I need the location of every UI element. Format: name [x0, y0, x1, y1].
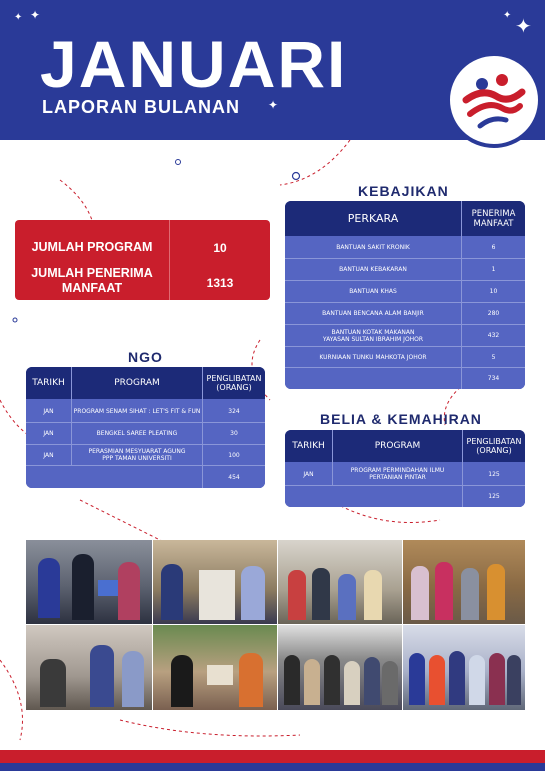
event-photo [278, 540, 402, 624]
table-row-value: 6 [462, 237, 525, 258]
belia-title: BELIA & KEMAHIRAN [320, 411, 482, 427]
total-programs-value: 10 [213, 241, 227, 255]
table-row-item: BANTUAN BENCANA ALAM BANJIR [285, 303, 461, 324]
footer-bar-accent [0, 763, 545, 771]
col-header-participation-line-1: PENGLIBATAN [206, 374, 262, 383]
table-row-program-line-1: PROGRAM PERMINDAHAN ILMU [350, 467, 445, 474]
ngo-table [26, 367, 265, 488]
total-beneficiaries-label-2: MANFAAT [61, 281, 123, 295]
table-row-value: 5 [462, 347, 525, 367]
table-row-value: 1 [462, 259, 525, 280]
table-row-program-line-2: PPP TAMAN UNIVERSITI [102, 455, 172, 462]
table-row-date: JAN [285, 463, 332, 485]
col-header-participation-line-1: PENGLIBATAN [466, 437, 522, 446]
col-header-participation-line-2: (ORANG) [216, 383, 252, 392]
col-header-date: TARIKH [285, 430, 332, 462]
table-row-date: JAN [26, 400, 71, 422]
col-header-recipients-line-2: MANFAAT [473, 218, 514, 229]
table-row-item-line-1: BANTUAN KOTAK MAKANAN [331, 328, 415, 336]
total-beneficiaries-value: 1313 [206, 276, 234, 290]
photo-collage [26, 540, 525, 710]
col-header-recipients [462, 201, 525, 236]
col-header-date: TARIKH [26, 367, 71, 399]
kebajikan-total: 734 [462, 368, 525, 389]
event-photo [278, 625, 402, 710]
sparkle-icon: ✦ [14, 12, 23, 23]
event-photo [26, 540, 152, 624]
total-programs-label: JUMLAH PROGRAM [31, 240, 153, 254]
col-header-recipients-line-1: PENERIMA [471, 208, 516, 219]
table-row-item-line-2: YAYASAN SULTAN IBRAHIM JOHOR [322, 335, 424, 343]
logo-figures-icon [462, 70, 526, 130]
table-row-item: BANTUAN KHAS [285, 281, 461, 302]
table-row-value: 30 [203, 423, 265, 444]
col-header-participation [463, 430, 525, 462]
event-photo [403, 540, 525, 624]
table-row-program-line-1: PERASMIAN MESYUARAT AGUNG [88, 448, 186, 455]
event-photo [403, 625, 525, 710]
table-row-value: 280 [462, 303, 525, 324]
kebajikan-table [285, 201, 525, 389]
col-header-participation-line-2: (ORANG) [476, 446, 512, 455]
ngo-total: 454 [203, 466, 265, 488]
table-row-value: 324 [203, 400, 265, 422]
col-header-program: PROGRAM [333, 430, 462, 462]
event-photo [26, 625, 152, 710]
sparkle-icon: ✦ [30, 8, 41, 22]
event-photo [153, 625, 277, 710]
summary-panel [15, 220, 270, 300]
table-row-item: BANTUAN KEBAKARAN [285, 259, 461, 280]
table-row-value: 10 [462, 281, 525, 302]
kebajikan-title: KEBAJIKAN [358, 183, 449, 199]
table-row-program [72, 445, 202, 465]
table-row-value: 125 [463, 463, 525, 485]
total-beneficiaries-label-1: JUMLAH PENERIMA [31, 266, 153, 280]
page-subtitle: LAPORAN BULANAN [42, 97, 240, 117]
table-row-item: BANTUAN SAKIT KRONIK [285, 237, 461, 258]
table-row-item: KURNIAAN TUNKU MAHKOTA JOHOR [285, 347, 461, 367]
table-row-program: PROGRAM SENAM SIHAT : LET'S FIT & FUN [72, 400, 202, 422]
table-row-value: 100 [203, 445, 265, 465]
belia-total: 125 [463, 486, 525, 507]
col-header-program: PROGRAM [72, 367, 202, 399]
sparkle-icon: ✦ [515, 14, 532, 38]
belia-table [285, 430, 525, 507]
sparkle-icon: ✦ [503, 10, 512, 21]
event-photo [153, 540, 277, 624]
table-row-value: 432 [462, 325, 525, 346]
table-row-program [333, 463, 462, 485]
page-title: JANUARI [40, 27, 348, 101]
col-header-item: PERKARA [285, 201, 461, 236]
sparkle-icon: ✦ [268, 98, 279, 112]
table-row-date: JAN [26, 445, 71, 465]
table-row-program-line-2: PERTANIAN PINTAR [369, 474, 426, 481]
table-row-date: JAN [26, 423, 71, 444]
ngo-title: NGO [128, 349, 163, 365]
table-row-program: BENGKEL SAREE PLEATING [72, 423, 202, 444]
col-header-participation [203, 367, 265, 399]
table-row-item [285, 325, 461, 346]
